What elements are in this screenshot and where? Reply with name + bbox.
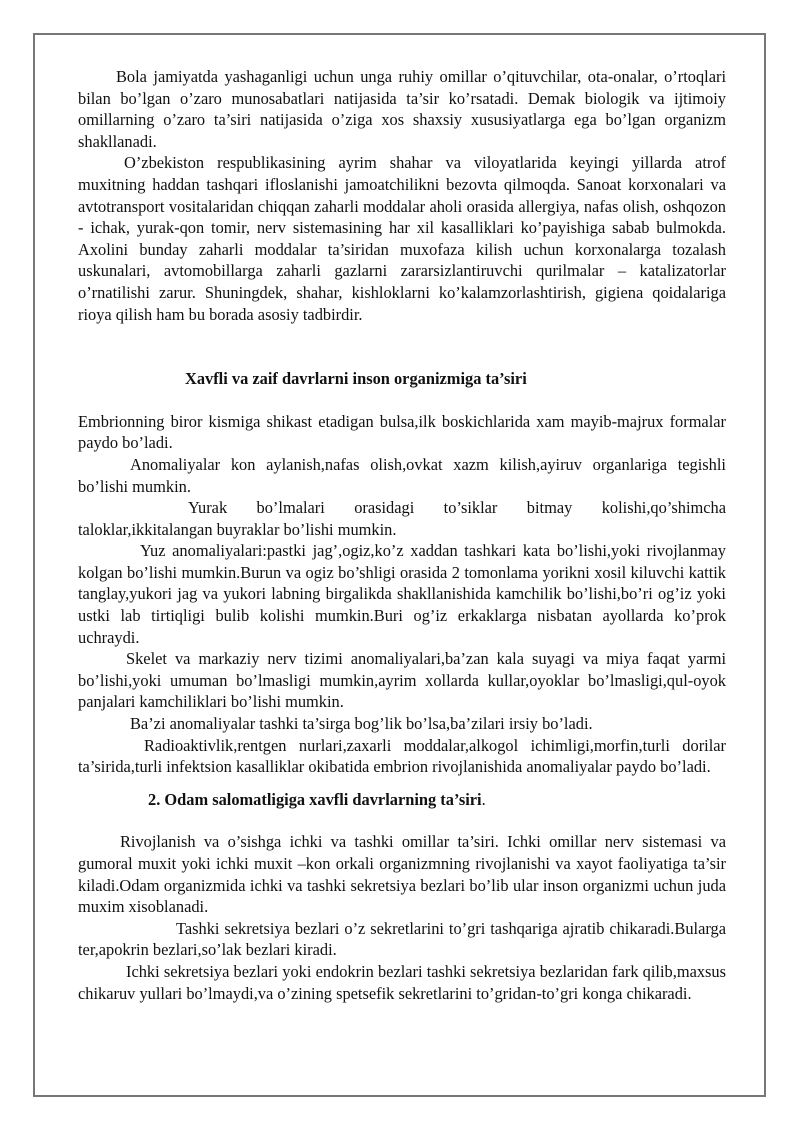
paragraph-section1-7: Radioaktivlik,rentgen nurlari,zaxarli moddalar,alkogol ichimligi,morfin,turli dorilar ta’sirida,turli infektsion kasalliklar okibatida embrion rivojlanishida anomaliyalar paydo bo’ladi.: [78, 735, 726, 777]
paragraph-section1-5: Skelet va markaziy nerv tizimi anomaliyalari,ba’zan kala suyagi va miya faqat yarmi bo’lishi,yoki umuman bo’lmasligi mumkin,ayrim xollarda kullar,oyoklar bo’lmasligi,qul-oyok panjalari kamchiliklari bo’lishi mumkin.: [78, 649, 726, 712]
section-heading-1: Xavfli va zaif davrlarni inson organizmiga ta’siri: [185, 369, 527, 389]
section-heading-2: [78, 789, 726, 811]
paragraph-intro-1: Bola jamiyatda yashaganligi uchun unga ruhiy omillar o’qituvchilar, ota-onalar, o’rtoqlari bilan bo’lgan o’zaro munosabatlari natijasida ta’sir ko’rsatadi. Demak biologik va ijtimoiy omillarning o’zaro ta’siri natijasida o’ziga xos shaxsiy xususiyatlarga ega bo’lgan organizm shakllanadi.: [78, 67, 726, 151]
paragraph-section1-4: Yuz anomaliyalari:pastki jag’,ogiz,ko’z xaddan tashkari kata bo’lishi,yoki rivojlanmay kolgan bo’lishi mumkin.Burun va ogiz bo’shligi orasida 2 tomonlama yorikni xosil kiluvchi kattik tanglay,yukori jag va yukori labning birgalikda shakllanishida kamchilik bo’lishi,bo’ri og’iz yoki ustki lab tirtiqligi bulib kolishi mumkin.Buri og’iz erkaklarga nisbatan ayollarda ko’prok uchraydi.: [78, 541, 726, 647]
section-heading-2-dot: .: [481, 789, 486, 809]
document-body: [78, 66, 726, 1004]
paragraph-section2-1: Rivojlanish va o’sishga ichki va tashki omillar ta’siri. Ichki omillar nerv sistemasi va gumoral muxit yoki ichki muxit –kon orkali organizmning rivojlanishi va xayot faoliyatiga ta’sir kiladi.Odam organizmida ichki va tashki sekretsiya bezlari bo’lib ular inson organizmi uchun juda muxim xisoblanadi.: [78, 832, 726, 917]
paragraph-section1-1: Embrionning biror kismiga shikast etadigan bulsa,ilk boskichlarida xam mayib-majrux formalar paydo bo’ladi.: [78, 411, 726, 453]
paragraph-intro-2: O’zbekiston respublikasining ayrim shahar va viloyatlarida keyingi yillarda atrof muxitning haddan tashqari ifloslanishi jamoatchilikni bezovta qilmoqda. Sanoat korxonalari va avtotransport vositalaridan chiqqan zaharli moddalar aholi orasida allergiya, nafas olish, oshqozon - ichak, yurak-qon tomir, nerv sistemasining har xil kasalliklari ko’payishiga sabab bulmokda. Axolini bunday zaharli moddalar ta’siridan muxofaza kilish uchun korxonalarga tozalash uskunalari, avtomobillarga zaharli gazlarni zararsizlantiruvchi qurilmalar – katalizatorlar o’rnatilishi zarur. Shuningdek, shahar, kishloklarni ko’kalamzorlashtirish, gigiena qoidalariga rioya qilish ham bu borada asosiy tadbirdir.: [78, 153, 726, 324]
paragraph-section2-2: Tashki sekretsiya bezlari o’z sekretlarini to’gri tashqariga ajratib chikaradi.Bularga ter,apokrin bezlari,so’lak bezlari kiradi.: [78, 918, 726, 960]
paragraph-section2-3: Ichki sekretsiya bezlari yoki endokrin bezlari tashki sekretsiya bezlaridan fark qilib,maxsus chikaruv yullari bo’lmaydi,va o’zining spetsefik sekretlarini to’gridan-to’gri konga chikaradi.: [78, 961, 726, 1003]
paragraph-section1-3: Yurak bo’lmalari orasidagi to’siklar bitmay kolishi,qo’shimcha taloklar,ikkitalangan buyraklar bo’lishi mumkin.: [78, 498, 726, 539]
paragraph-section1-6: Ba’zi anomaliyalar tashki ta’sirga bog’lik bo’lsa,ba’zilari irsiy bo’ladi.: [130, 714, 593, 734]
section-heading-2-text: 2. Odam salomatligiga xavfli davrlarning ta’siri: [148, 789, 482, 809]
paragraph-section1-2: Anomaliyalar kon aylanish,nafas olish,ovkat xazm kilish,ayiruv organlariga tegishli bo’lishi mumkin.: [78, 454, 726, 496]
